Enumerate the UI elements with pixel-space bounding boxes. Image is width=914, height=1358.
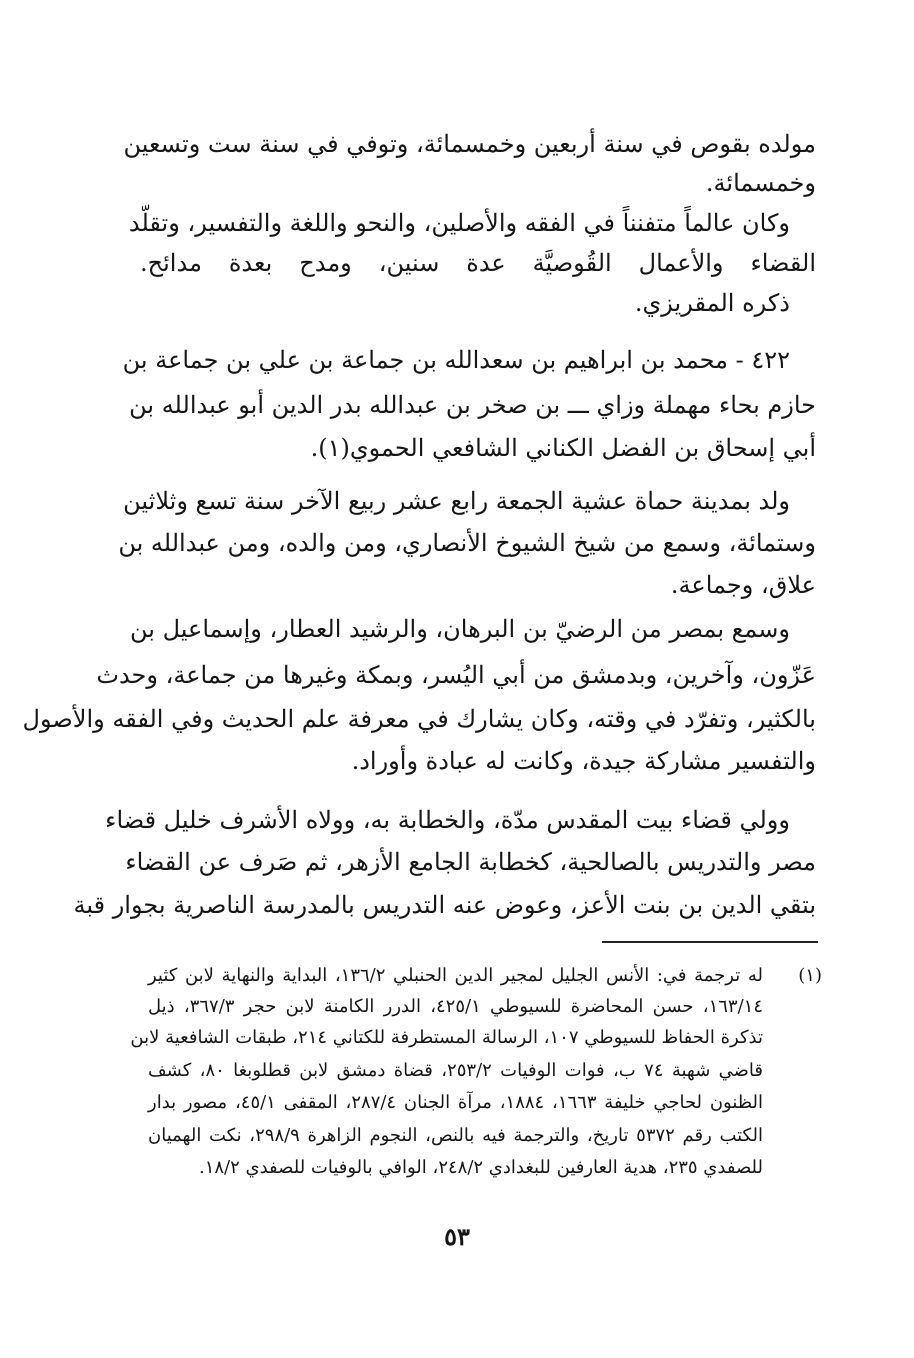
entry-422-heading-line-2: حازم بحاء مهملة وزاي ـــ بن صخر بن عبدالله بدر الدين أبو عبدالله بن [129,391,816,419]
entry-422-heading-line-1: ٤٢٢ - محمد بن ابراهيم بن سعدالله بن جماعة بن علي بن جماعة بن [122,346,790,374]
body-line-16: وولي قضاء بيت المقدس مدّة، والخطابة به، وولاه الأشرف خليل قضاء [105,806,790,834]
body-line-2: وخمسمائة. [705,169,816,197]
body-line-12: وسمع بمصر من الرضيّ بن البرهان، والرشيد العطار، وإسماعيل بن [130,615,790,643]
body-line-1: مولده بقوص في سنة أربعين وخمسمائة، وتوفي في سنة ست وتسعين [123,130,816,158]
body-line-13: عَزّون، وآخرين، وبدمشق من أبي اليُسر، وبمكة وغيرها من جماعة، وحدث [96,661,816,689]
page-number: ٥٣ [444,1222,470,1251]
footnote-line-2: ١٦٣/١٤، حسن المحاضرة للسيوطي ٤٢٥/١، الدرر الكامنة لابن حجر ٣٦٧/٣، ذيل [148,996,763,1017]
body-line-11: علاق، وجماعة. [670,571,816,599]
footnote-separator [602,941,818,943]
body-line-15: والتفسير مشاركة جيدة، وكانت له عبادة وأوراد. [351,747,816,775]
body-line-18: بتقي الدين بن بنت الأعز، وعوض عنه التدريس بالمدرسة الناصرية بجوار قبة [73,891,816,919]
body-line-3: وكان عالماً متفنناً في الفقه والأصلين، والنحو واللغة والتفسير، وتقلّد [128,209,790,237]
body-line-14: بالكثير، وتفرّد في وقته، وكان يشارك في معرفة علم الحديث وفي الفقه والأصول [22,705,816,733]
body-line-17: مصر والتدريس بالصالحية، كخطابة الجامع الأزهر، ثم صَرف عن القضاء [125,848,816,876]
footnote-marker: (١) [798,965,822,986]
footnote-line-4: قاضي شهبة ٧٤ ب، فوات الوفيات ٢٥٣/٢، قضاة دمشق لابن قطلوبغا ٨٠، كشف [148,1060,764,1081]
body-line-4: القضاء والأعمال القُوصيَّة عدة سنين، ومدح بعدة مدائح. [140,249,816,277]
footnote-line-7: للصفدي ٢٣٥، هدية العارفين للبغدادي ٢٤٨/٢، الوافي بالوفيات للصفدي ١٨/٢. [198,1157,763,1178]
footnote-line-1: له ترجمة في: الأنس الجليل لمجير الدين الحنبلي ١٣٦/٢، البداية والنهاية لابن كثير [148,965,763,986]
body-line-5: ذكره المقريزي. [634,289,790,317]
body-line-9: ولد بمدينة حماة عشية الجمعة رابع عشر ربيع الآخر سنة تسع وثلاثين [123,487,790,515]
footnote-line-3: تذكرة الحفاظ للسيوطي ١٠٧، الرسالة المستطرفة للكتاني ٢١٤، طبقات الشافعية لابن [130,1027,763,1048]
body-line-10: وستمائة، وسمع من شيخ الشيوخ الأنصاري، ومن والده، ومن عبدالله بن [118,529,816,557]
footnote-line-6: الكتب رقم ٥٣٧٢ تاريخ، والترجمة فيه بالنص، النجوم الزاهرة ٢٩٨/٩، نكت الهميان [148,1125,763,1146]
footnote-line-5: الظنون لحاجي خليفة ١٦٦٣، ١٨٨٤، مرآة الجنان ٢٨٧/٤، المقفى ٤٥/١، مصور بدار [148,1092,764,1113]
entry-422-heading-line-3: أبي إسحاق بن الفضل الكناني الشافعي الحموي(١). [310,434,816,462]
